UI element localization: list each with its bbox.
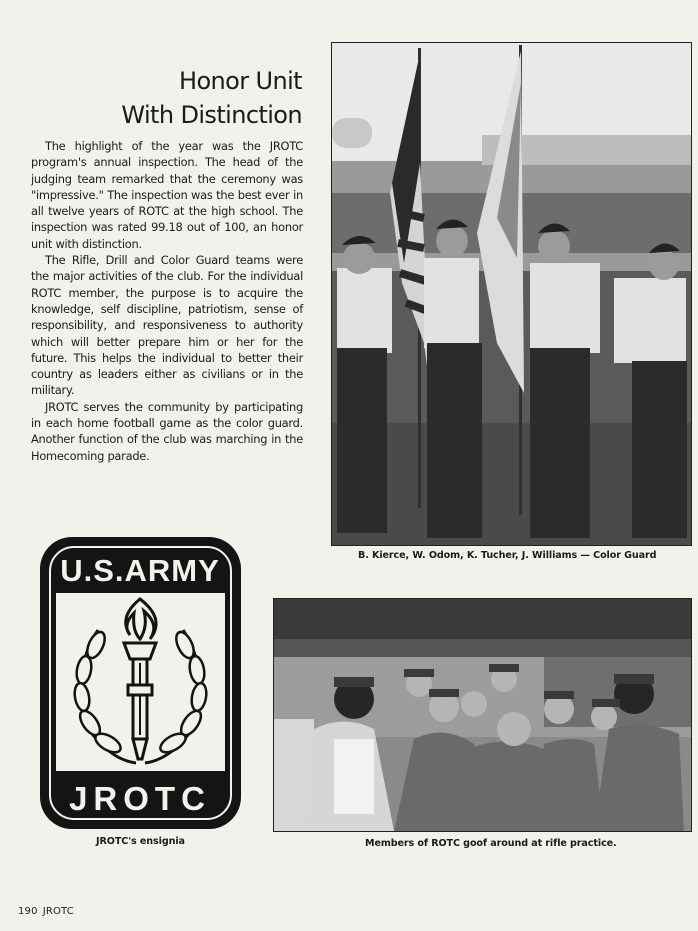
paragraph-1: The highlight of the year was the JROTC program's annual inspection. The head of the judging team remarked that the ceremony was "impressive." The inspection was the best ever in all twelve years of ROTC at the high school. The inspection was rated 99.18 out of 100, an honor unit with distinction. — [31, 139, 303, 251]
insignia-top-text: U.S.ARMY — [60, 553, 220, 588]
article-body — [31, 138, 303, 464]
insignia-caption: JROTC's ensignia — [96, 836, 185, 847]
rifle-practice-caption: Members of ROTC goof around at rifle practice. — [365, 838, 617, 849]
heading-line-2: With Distinction — [121, 101, 302, 129]
rifle-practice-photo — [273, 598, 692, 832]
section-name: JROTC — [42, 906, 74, 917]
color-guard-photo — [331, 42, 692, 546]
heading-line-1: Honor Unit — [179, 67, 302, 95]
paragraph-3: JROTC serves the community by participating in each home football game as the color guard. Another function of the club was marching in the Homecoming parade. — [31, 399, 303, 463]
insignia-bottom-text: JROTC — [69, 780, 211, 817]
page-footer — [18, 906, 74, 917]
jrotc-insignia — [38, 535, 243, 831]
color-guard-caption: B. Kierce, W. Odom, K. Tucher, J. Williams — Color Guard — [358, 550, 657, 561]
paragraph-2: The Rifle, Drill and Color Guard teams were the major activities of the club. For the individual ROTC member, the purpose is to acquire the knowledge, self discipline, patriotism, sense of responsibility, and responsiveness to authority which will better prepare him or her for the future. This helps the individual to better their country as leaders either as civilians or in the military. — [31, 253, 303, 398]
page-heading — [12, 64, 302, 132]
page-number: 190 — [18, 906, 38, 917]
